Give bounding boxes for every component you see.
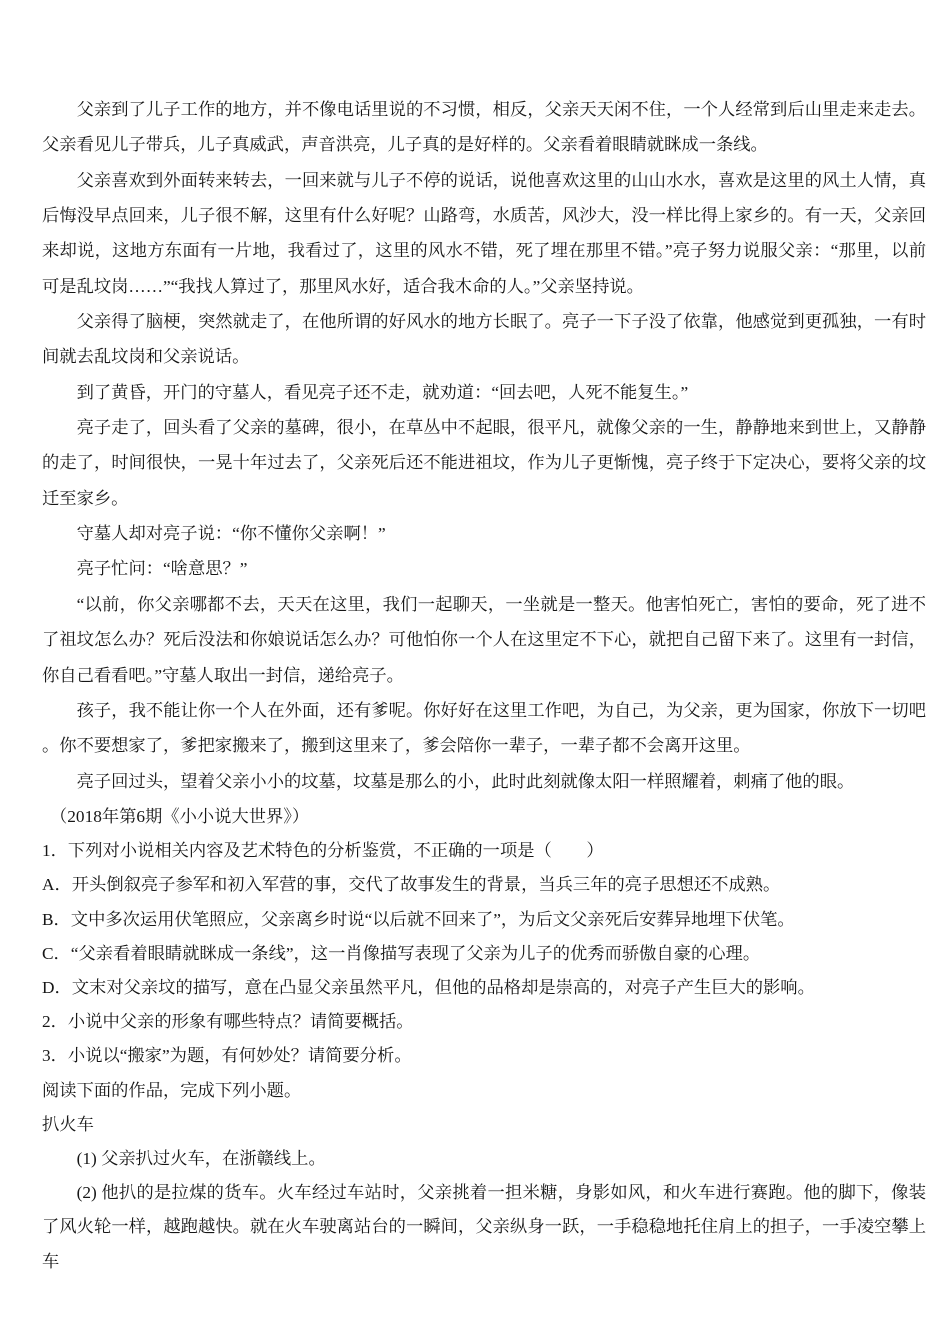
story-paragraph-9: 孩子，我不能让你一个人在外面，还有爹呢。你好好在这里工作吧，为自己，为父亲，更为国家，你放下一切吧。你不要想家了，爹把家搬来了，搬到这里来了，爹会陪你一辈子，一辈子都不会离开这里。 bbox=[42, 700, 926, 756]
document-page bbox=[42, 92, 926, 1279]
story-paragraph-10: 亮子回过头，望着父亲小小的坟墓，坟墓是那么的小，此时此刻就像太阳一样照耀着，刺痛了他的眼。 bbox=[76, 771, 855, 791]
question-1-stem: 1．下列对小说相关内容及艺术特色的分析鉴赏，不正确的一项是（ ） bbox=[42, 841, 604, 861]
reading-title: 扒火车 bbox=[42, 1114, 94, 1134]
question-1-option-a: A．开头倒叙亮子参军和初入军营的事，交代了故事发生的背景，当兵三年的亮子思想还不成熟。 bbox=[42, 875, 781, 895]
story-section bbox=[42, 92, 926, 834]
citation-line: （2018年第6期《小小说大世界》） bbox=[50, 806, 310, 826]
story-paragraph-2: 父亲喜欢到外面转来转去，一回来就与儿子不停的说话，说他喜欢这里的山山水水，喜欢是这里的风土人情，真后悔没早点回来，儿子很不解，这里有什么好呢？山路弯，水质苦，风沙大，没一样比得上家乡的。有一天，父亲回来却说，这地方东面有一片地，我看过了，这里的风水不错，死了埋在那里不错。”亮子努力说服父亲：“那里，以前可是乱坟岗……”“我找人算过了，那里风水好，适合我木命的人。”父亲坚持说。 bbox=[42, 170, 926, 296]
question-1-option-c: C．“父亲看着眼睛就眯成一条线”，这一肖像描写表现了父亲为儿子的优秀而骄傲自豪的心理。 bbox=[42, 943, 761, 963]
story-paragraph-7: 亮子忙问：“啥意思？” bbox=[76, 559, 248, 579]
question-1-option-d: D．文末对父亲坟的描写，意在凸显父亲虽然平凡，但他的品格却是崇高的，对亮子产生巨大的影响。 bbox=[42, 978, 815, 998]
story-paragraph-3: 父亲得了脑梗，突然就走了，在他所谓的好风水的地方长眠了。亮子一下子没了依靠，他感觉到更孤独，一有时间就去乱坟岗和父亲说话。 bbox=[42, 312, 926, 367]
question-3: 3．小说以“搬家”为题，有何妙处？请简要分析。 bbox=[42, 1046, 412, 1066]
reading-instruction: 阅读下面的作品，完成下列小题。 bbox=[42, 1080, 302, 1100]
story-paragraph-5: 亮子走了，回头看了父亲的墓碑，很小，在草丛中不起眼，很平凡，就像父亲的一生，静静地来到世上，又静静的走了，时间很快，一晃十年过去了，父亲死后还不能进祖坟，作为儿子更惭愧，亮子终于下定决心，要将父亲的坟迁至家乡。 bbox=[42, 418, 926, 508]
questions-section bbox=[42, 834, 926, 1073]
second-reading-section bbox=[42, 1074, 926, 1279]
question-2: 2．小说中父亲的形象有哪些特点？请简要概括。 bbox=[42, 1012, 414, 1032]
reading-paragraph-1: (1) 父亲扒过火车，在浙赣线上。 bbox=[76, 1149, 326, 1169]
story-paragraph-4: 到了黄昏，开门的守墓人，看见亮子还不走，就劝道：“回去吧，人死不能复生。” bbox=[76, 382, 689, 402]
question-1-option-b: B．文中多次运用伏笔照应，父亲离乡时说“以后就不回来了”，为后文父亲死后安葬异地埋下伏笔。 bbox=[42, 909, 795, 929]
story-paragraph-8: “以前，你父亲哪都不去，天天在这里，我们一起聊天，一坐就是一整天。他害怕死亡，害怕的要命，死了进不了祖坟怎么办？死后没法和你娘说话怎么办？可他怕你一个人在这里定不下心，就把自己留下来了。这里有一封信，你自己看看吧。”守墓人取出一封信，递给亮子。 bbox=[42, 594, 926, 685]
reading-paragraph-2: (2) 他扒的是拉煤的货车。火车经过车站时，父亲挑着一担米糖，身影如风，和火车进行赛跑。他的脚下，像装了风火轮一样，越跑越快。就在火车驶离站台的一瞬间，父亲纵身一跃，一手稳稳地托住肩上的担子，一手凌空攀上车 bbox=[42, 1183, 926, 1271]
story-paragraph-6: 守墓人却对亮子说：“你不懂你父亲啊！” bbox=[76, 524, 386, 544]
story-paragraph-1: 父亲到了儿子工作的地方，并不像电话里说的不习惯，相反，父亲天天闲不住，一个人经常到后山里走来走去。父亲看见儿子带兵，儿子真威武，声音洪亮，儿子真的是好样的。父亲看着眼睛就眯成一条线。 bbox=[42, 100, 926, 155]
